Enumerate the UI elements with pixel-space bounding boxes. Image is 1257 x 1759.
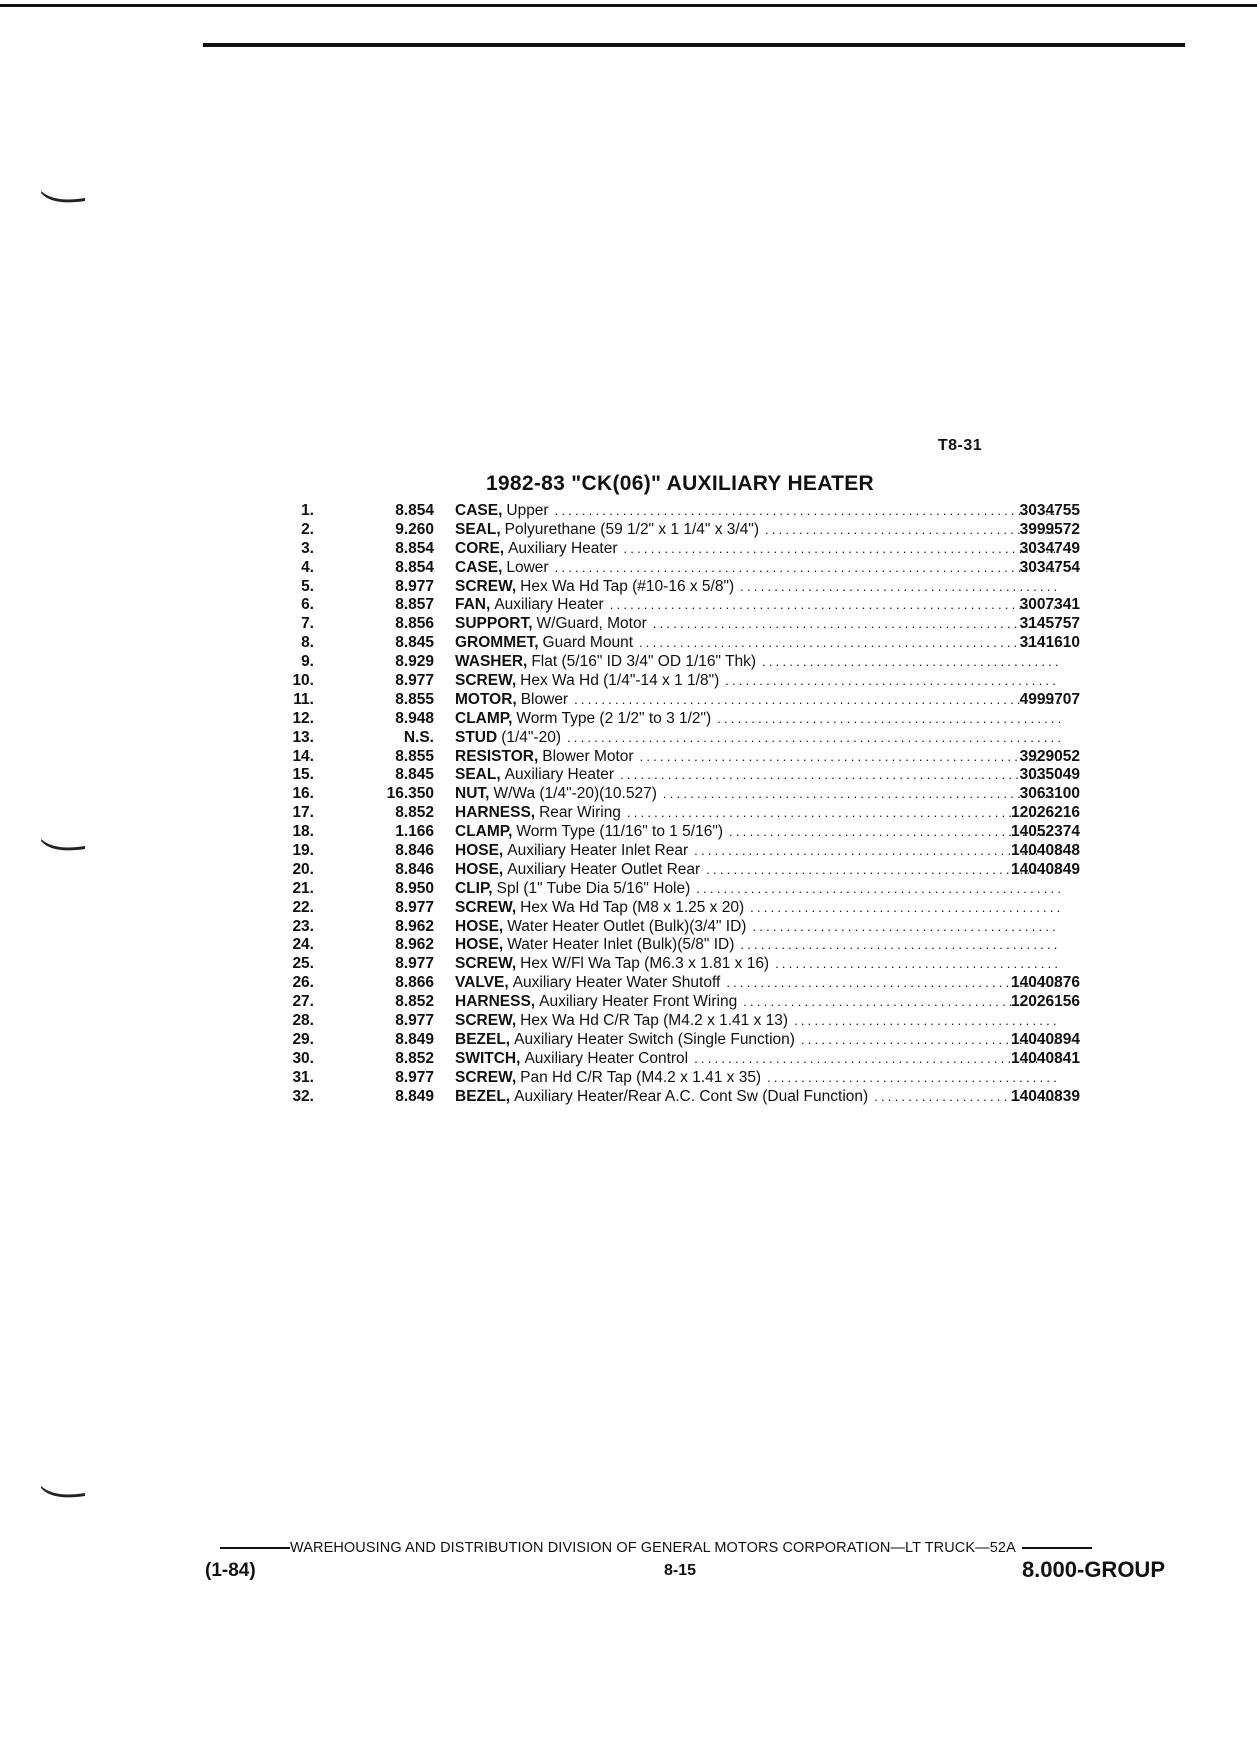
part-spec: Worm Type (11/16" to 1 5/16") — [516, 823, 724, 841]
group-number: 8.977 — [395, 955, 434, 973]
part-name: HOSE, — [455, 917, 504, 935]
part-row — [270, 672, 1070, 691]
group-number: 8.855 — [395, 747, 434, 765]
part-number: 14040876 — [1011, 974, 1080, 992]
part-spec: W/Wa (1/4"-20)(10.527) — [493, 785, 657, 803]
group-number: 8.857 — [395, 596, 434, 614]
part-row — [270, 558, 1080, 578]
part-number: 4999707 — [1019, 690, 1080, 708]
item-number: 7. — [301, 615, 314, 633]
part-name: SWITCH, — [455, 1049, 521, 1067]
group-number: 8.977 — [395, 577, 434, 595]
part-name: SEAL, — [455, 766, 501, 784]
part-name: SCREW, — [455, 1012, 517, 1030]
revision-date: (1-84) — [205, 1560, 256, 1581]
part-name: GROMMET, — [455, 634, 539, 652]
part-row — [270, 520, 1080, 540]
part-spec: Spl (1" Tube Dia 5/16" Hole) — [496, 879, 691, 897]
part-description — [455, 672, 1060, 691]
item-number: 9. — [301, 653, 314, 671]
part-spec: Auxiliary Heater — [494, 596, 604, 614]
part-row — [270, 1087, 1080, 1107]
part-name: SUPPORT, — [455, 615, 533, 633]
item-number: 31. — [292, 1068, 314, 1086]
part-row — [270, 842, 1080, 861]
group-number: 8.950 — [395, 879, 434, 897]
part-name: BEZEL, — [455, 1087, 511, 1105]
part-name: BEZEL, — [455, 1030, 511, 1048]
item-number: 3. — [301, 539, 314, 557]
part-row — [270, 578, 1070, 597]
item-number: 21. — [292, 879, 314, 897]
item-number: 15. — [292, 766, 314, 784]
part-number: 14040894 — [1011, 1030, 1080, 1048]
part-description — [455, 1069, 1060, 1088]
group-number: 8.977 — [395, 672, 434, 690]
group-number: N.S. — [403, 728, 434, 746]
part-spec: W/Guard, Motor — [536, 615, 647, 633]
part-spec: Flat (5/16" ID 3/4" OD 1/16" Thk) — [531, 653, 757, 671]
page-code: T8-31 — [937, 437, 983, 454]
part-spec: Polyurethane (59 1/2" x 1 1/4" x 3/4") — [504, 520, 759, 538]
binder-hole-mark — [40, 838, 86, 852]
part-number: 3034754 — [1019, 558, 1080, 576]
binder-hole-mark — [40, 1485, 86, 1499]
item-number: 17. — [292, 804, 314, 822]
part-name: CLIP, — [455, 879, 493, 897]
page-number: 8-15 — [663, 1562, 697, 1579]
part-row — [270, 539, 1080, 559]
part-name: HOSE, — [455, 936, 504, 954]
part-number: 3034755 — [1019, 502, 1080, 519]
leader-dots — [750, 899, 1060, 918]
header-rule — [203, 43, 1185, 47]
part-name: CLAMP, — [455, 709, 513, 727]
group-number: 8.854 — [395, 539, 434, 557]
group-number: 8.846 — [395, 860, 434, 878]
part-spec: Auxiliary Heater — [504, 766, 615, 784]
part-number: 14040849 — [1011, 860, 1080, 878]
item-number: 26. — [292, 974, 314, 992]
part-number: 3145757 — [1019, 615, 1080, 633]
part-name: CASE, — [455, 502, 503, 519]
part-number: 3007341 — [1019, 596, 1080, 614]
part-spec: Worm Type (2 1/2" to 3 1/2") — [516, 709, 712, 727]
part-row — [270, 747, 1080, 767]
part-spec: Hex Wa Hd (1/4"-14 x 1 1/8") — [520, 672, 720, 690]
part-description — [455, 955, 1060, 974]
part-name: SCREW, — [455, 1068, 517, 1086]
item-number: 4. — [301, 558, 314, 576]
group-number: 8.855 — [395, 690, 434, 708]
footer-right-rule — [1022, 1547, 1092, 1549]
part-description — [455, 710, 1060, 729]
group-number: 8.977 — [395, 1012, 434, 1030]
part-spec: Hex W/Fl Wa Tap (M6.3 x 1.81 x 16) — [520, 955, 770, 973]
part-row — [270, 936, 1070, 955]
group-number: 8.856 — [395, 615, 434, 633]
leader-dots — [567, 729, 1060, 748]
part-spec: Auxiliary Heater Control — [524, 1049, 689, 1067]
part-name: VALVE, — [455, 974, 509, 992]
group-code: 8.000-GROUP — [1021, 1557, 1165, 1582]
part-number: 3929052 — [1019, 747, 1080, 765]
part-spec: Auxiliary Heater Inlet Rear — [507, 842, 689, 860]
leader-dots — [740, 936, 1060, 955]
item-number: 2. — [301, 520, 314, 538]
part-name: CORE, — [455, 539, 505, 557]
item-number: 5. — [301, 577, 314, 595]
top-edge-rule — [0, 4, 1257, 7]
part-spec: Water Heater Inlet (Bulk)(5/8" ID) — [507, 936, 735, 954]
part-name: SEAL, — [455, 520, 501, 538]
group-number: 8.854 — [395, 502, 434, 519]
section-title: 1982-83 "CK(06)" AUXILIARY HEATER — [485, 472, 875, 495]
part-row — [270, 710, 1070, 729]
part-row — [270, 993, 1080, 1012]
part-row — [270, 823, 1080, 842]
part-row — [270, 899, 1070, 918]
item-number: 24. — [292, 936, 314, 954]
item-number: 30. — [292, 1049, 314, 1067]
part-row — [270, 653, 1070, 672]
group-number: 8.852 — [395, 993, 434, 1011]
item-number: 23. — [292, 917, 314, 935]
leader-dots — [775, 955, 1060, 974]
part-spec: Blower — [520, 690, 569, 708]
item-number: 18. — [292, 823, 314, 841]
group-number: 8.845 — [395, 634, 434, 652]
part-number: 14040839 — [1011, 1087, 1080, 1105]
binder-hole-mark — [40, 190, 86, 204]
group-number: 8.849 — [395, 1087, 434, 1105]
part-name: HOSE, — [455, 842, 504, 860]
item-number: 20. — [292, 860, 314, 878]
part-row — [270, 615, 1080, 634]
part-row — [270, 1069, 1070, 1088]
part-spec: Auxiliary Heater Front Wiring — [539, 993, 738, 1011]
group-number: 8.962 — [395, 936, 434, 954]
part-row — [270, 785, 1080, 804]
part-description — [455, 918, 1060, 937]
part-spec: Blower Motor — [542, 747, 634, 765]
item-number: 13. — [292, 728, 314, 746]
footer-left-rule — [220, 1547, 290, 1549]
part-spec: Hex Wa Hd C/R Tap (M4.2 x 1.41 x 13) — [520, 1012, 789, 1030]
part-name: FAN, — [455, 596, 491, 614]
part-name: CLAMP, — [455, 823, 513, 841]
group-number: 16.350 — [386, 785, 434, 803]
item-number: 25. — [292, 955, 314, 973]
part-spec: Guard Mount — [542, 634, 633, 652]
part-spec: Water Heater Outlet (Bulk)(3/4" ID) — [507, 917, 747, 935]
part-name: SCREW, — [455, 672, 517, 690]
part-row — [270, 880, 1070, 899]
item-number: 14. — [292, 747, 314, 765]
part-name: HOSE, — [455, 860, 504, 878]
item-number: 19. — [292, 842, 314, 860]
part-description — [455, 936, 1060, 955]
group-number: 8.852 — [395, 804, 434, 822]
group-number: 8.977 — [395, 898, 434, 916]
part-spec: Upper — [506, 502, 549, 519]
item-number: 32. — [292, 1087, 314, 1105]
part-number: 14052374 — [1011, 823, 1080, 841]
part-row — [270, 1049, 1080, 1069]
group-number: 9.260 — [395, 520, 434, 538]
item-number: 10. — [292, 672, 314, 690]
item-number: 12. — [292, 709, 314, 727]
part-spec: Hex Wa Hd Tap (#10-16 x 5/8") — [520, 577, 735, 595]
part-name: STUD — [455, 728, 498, 746]
part-spec: Auxiliary Heater Switch (Single Function) — [514, 1030, 795, 1048]
part-spec: Auxiliary Heater/Rear A.C. Cont Sw (Dual Function) — [514, 1087, 869, 1105]
part-description — [455, 653, 1060, 672]
group-number: 8.962 — [395, 917, 434, 935]
group-number: 8.854 — [395, 558, 434, 576]
part-name: HARNESS, — [455, 993, 536, 1011]
item-number: 28. — [292, 1012, 314, 1030]
part-name: RESISTOR, — [455, 747, 539, 765]
part-row — [270, 955, 1070, 974]
part-spec: Auxiliary Heater Water Shutoff — [512, 974, 721, 992]
part-spec: Auxiliary Heater Outlet Rear — [507, 860, 701, 878]
part-description — [455, 899, 1060, 918]
part-number: 3035049 — [1019, 766, 1080, 784]
part-name: SCREW, — [455, 898, 517, 916]
part-row — [270, 1012, 1070, 1031]
part-spec: Auxiliary Heater — [508, 539, 618, 557]
leader-dots — [696, 880, 1060, 899]
part-number: 3063100 — [1019, 785, 1080, 803]
part-row — [270, 860, 1080, 880]
part-row — [270, 596, 1080, 615]
part-number: 12026216 — [1011, 804, 1080, 822]
group-number: 8.948 — [395, 709, 434, 727]
part-number: 3999572 — [1019, 520, 1080, 538]
footer-publisher-line — [220, 1540, 1165, 1556]
part-name: CASE, — [455, 558, 503, 576]
part-spec: Lower — [506, 558, 549, 576]
part-description — [455, 578, 1060, 597]
group-number: 8.852 — [395, 1049, 434, 1067]
part-description — [455, 1012, 1060, 1031]
part-number: 14040841 — [1011, 1049, 1080, 1067]
part-number: 3034749 — [1019, 539, 1080, 557]
group-number: 8.849 — [395, 1030, 434, 1048]
part-row — [270, 634, 1080, 653]
part-number: 14040848 — [1011, 842, 1080, 860]
leader-dots — [767, 1069, 1060, 1088]
part-name: NUT, — [455, 785, 490, 803]
parts-list — [270, 502, 1080, 1107]
part-row — [270, 502, 1080, 521]
item-number: 29. — [292, 1030, 314, 1048]
part-spec: Rear Wiring — [539, 804, 621, 822]
item-number: 1. — [301, 502, 314, 519]
part-row — [270, 690, 1080, 710]
part-name: SCREW, — [455, 955, 517, 973]
part-spec: Hex Wa Hd Tap (M8 x 1.25 x 20) — [520, 898, 745, 916]
part-row — [270, 729, 1070, 748]
part-name: WASHER, — [455, 653, 528, 671]
part-row — [270, 974, 1080, 993]
part-spec: (1/4"-20) — [501, 728, 561, 746]
part-name: MOTOR, — [455, 690, 517, 708]
group-number: 8.845 — [395, 766, 434, 784]
leader-dots — [717, 710, 1060, 729]
part-description — [455, 729, 1060, 748]
group-number: 8.866 — [395, 974, 434, 992]
part-spec: Pan Hd C/R Tap (M4.2 x 1.41 x 35) — [520, 1068, 762, 1086]
group-number: 8.846 — [395, 842, 434, 860]
group-number: 8.977 — [395, 1068, 434, 1086]
item-number: 27. — [292, 993, 314, 1011]
item-number: 8. — [301, 634, 314, 652]
leader-dots — [794, 1012, 1060, 1031]
group-number: 8.929 — [395, 653, 434, 671]
leader-dots — [725, 672, 1060, 691]
part-row — [270, 804, 1080, 823]
part-name: HARNESS, — [455, 804, 536, 822]
part-number: 12026156 — [1011, 993, 1080, 1011]
item-number: 22. — [292, 898, 314, 916]
group-number: 1.166 — [395, 823, 434, 841]
item-number: 11. — [293, 690, 314, 708]
leader-dots — [762, 653, 1060, 672]
leader-dots — [752, 918, 1060, 937]
item-number: 16. — [292, 785, 314, 803]
part-row — [270, 918, 1070, 937]
leader-dots — [740, 578, 1060, 597]
part-number: 3141610 — [1019, 634, 1080, 652]
part-description — [455, 880, 1060, 899]
part-name: SCREW, — [455, 577, 517, 595]
part-row — [270, 1030, 1080, 1050]
item-number: 6. — [301, 596, 314, 614]
part-row — [270, 766, 1080, 785]
footer-publisher-text: WAREHOUSING AND DISTRIBUTION DIVISION OF GENERAL MOTORS CORPORATION—LT TRUCK—52A — [290, 1540, 1016, 1556]
